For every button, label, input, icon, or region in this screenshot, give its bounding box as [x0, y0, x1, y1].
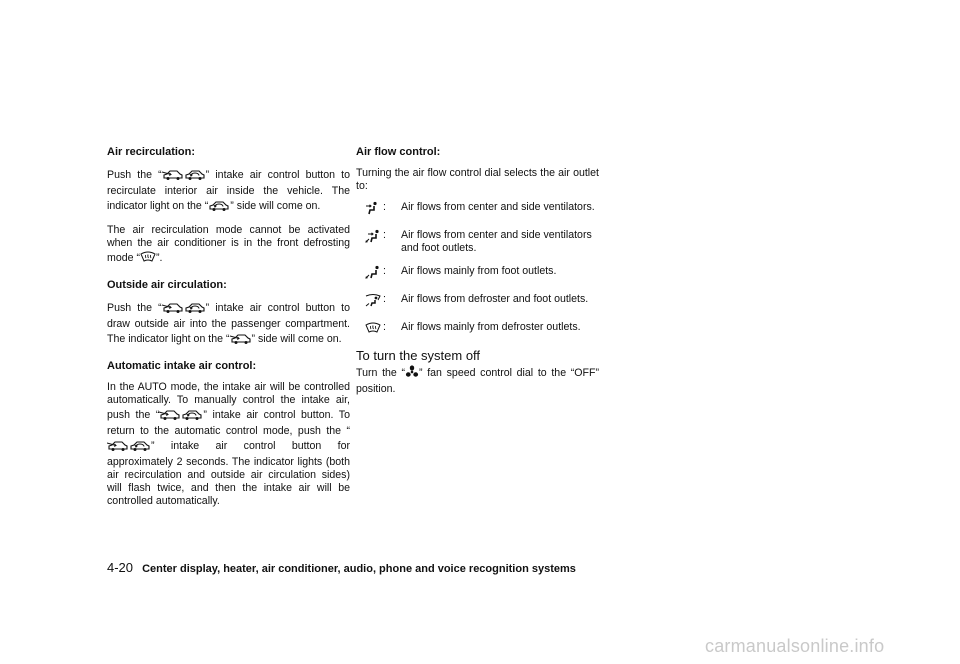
colon: : — [383, 321, 386, 333]
outside-air-icon — [107, 438, 129, 456]
list-item — [356, 265, 599, 283]
list-item — [356, 229, 599, 255]
defrost-note-paragraph: The air recirculation mode cannot be activated when the air conditioner is in the front defrosting mode “ ”. — [107, 224, 350, 268]
vent-defrost-foot-icon — [365, 293, 383, 311]
colon: : — [383, 201, 386, 213]
outside-air-paragraph: Push the “ ” intake air control button to draw outside air into the passenger compartment. The indicator light on the “ ” side will come on. — [107, 300, 350, 349]
recirculation-icon — [181, 407, 203, 425]
recirculation-icon — [129, 438, 151, 456]
left-column — [107, 146, 350, 516]
vent-foot-icon — [365, 265, 383, 283]
colon: : — [383, 293, 386, 305]
air-flow-heading: Air flow control: — [356, 146, 441, 158]
list-item — [356, 321, 599, 339]
vent-defrost-icon — [365, 321, 383, 339]
vent-bilevel-icon — [365, 229, 383, 247]
air-recirculation-paragraph: Push the “ ” intake air control button to recirculate interior air inside the vehicle. The indicator light on the “ ” side will come on. — [107, 167, 350, 216]
air-flow-description: Air flows from center and side ventilators and foot outlets. — [401, 229, 592, 254]
footer-title: Center display, heater, air conditioner, audio, phone and voice recognition systems — [142, 563, 576, 575]
automatic-intake-paragraph: In the AUTO mode, the intake air will be controlled automatically. To manually control the intake air, push the “ ” intake air control button. To return to the automatic control mode, push the “” intake air control button for approximately 2 seconds. The indicator lights (both air recirculation and outside air circulation sides) will flash twice, and then the intake air will be controlled automatically. — [107, 381, 350, 507]
air-flow-intro: Turning the air flow control dial selects the air outlet to: — [356, 167, 599, 192]
outside-air-icon — [230, 331, 252, 349]
page-number: 4-20 — [107, 560, 134, 575]
air-flow-description: Air flows mainly from defroster outlets. — [401, 321, 581, 333]
colon: : — [383, 265, 386, 277]
fan-icon — [405, 365, 419, 383]
air-flow-description: Air flows from center and side ventilators. — [401, 201, 595, 213]
turn-off-heading: To turn the system off — [356, 348, 481, 363]
watermark: carmanualsonline.info — [705, 636, 885, 656]
list-item — [356, 201, 599, 219]
outside-air-heading: Outside air circulation: — [107, 279, 227, 291]
vent-face-icon — [365, 201, 383, 219]
recirculation-icon — [208, 198, 230, 216]
turn-off-paragraph: Turn the “ ” fan speed control dial to the “OFF” position. — [356, 367, 600, 395]
colon: : — [383, 229, 386, 241]
recirculation-icon — [184, 300, 206, 318]
air-recirculation-heading: Air recirculation: — [107, 146, 196, 158]
defrost-icon — [140, 250, 156, 268]
outside-air-icon — [162, 167, 184, 185]
automatic-intake-heading: Automatic intake air control: — [107, 360, 257, 372]
page-footer — [107, 560, 576, 575]
air-flow-description: Air flows from defroster and foot outlets. — [401, 293, 589, 305]
outside-air-icon — [162, 300, 184, 318]
right-column — [356, 146, 599, 404]
air-flow-description: Air flows mainly from foot outlets. — [401, 265, 557, 277]
recirculation-icon — [184, 167, 206, 185]
air-flow-list — [356, 201, 599, 339]
list-item — [356, 293, 599, 311]
outside-air-icon — [159, 407, 181, 425]
